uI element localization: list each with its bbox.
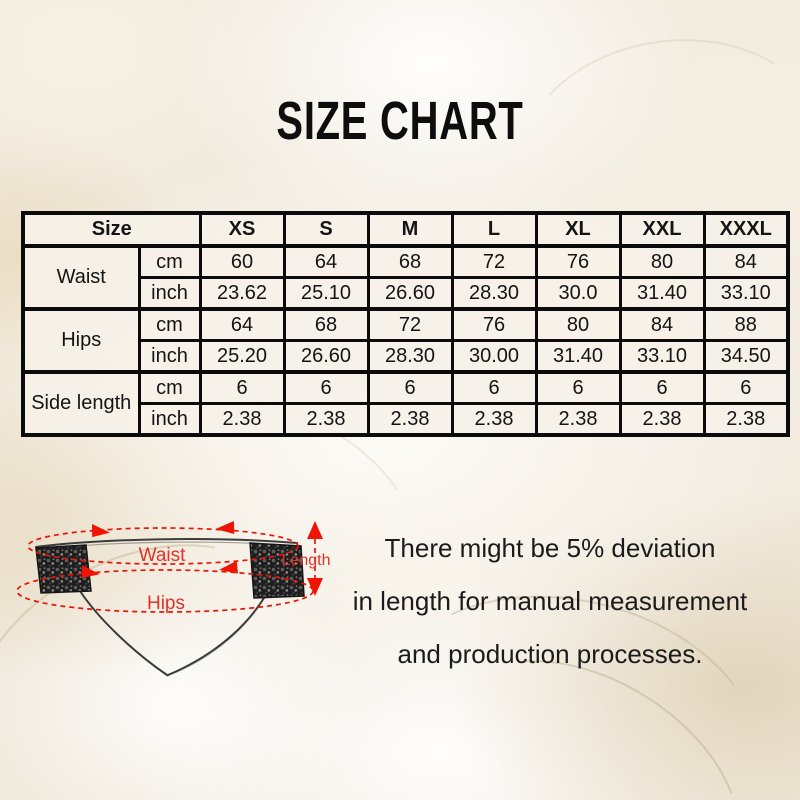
- value-cell: 80: [620, 246, 704, 278]
- size-header-cell: Size: [23, 213, 200, 246]
- value-cell: 72: [368, 309, 452, 341]
- value-cell: 2.38: [200, 404, 284, 436]
- size-col-header: L: [452, 213, 536, 246]
- unit-cell: cm: [139, 309, 200, 341]
- waist-guide-label: Waist: [138, 545, 186, 566]
- value-cell: 68: [284, 309, 368, 341]
- value-cell: 84: [620, 309, 704, 341]
- value-cell: 64: [200, 309, 284, 341]
- value-cell: 31.40: [536, 341, 620, 373]
- size-col-header: XL: [536, 213, 620, 246]
- value-cell: 6: [200, 372, 284, 404]
- value-cell: 26.60: [284, 341, 368, 373]
- value-cell: 34.50: [704, 341, 788, 373]
- size-col-header: S: [284, 213, 368, 246]
- value-cell: 6: [284, 372, 368, 404]
- size-col-header: XS: [200, 213, 284, 246]
- unit-cell: inch: [139, 278, 200, 310]
- hips-guide-label: Hips: [146, 593, 186, 614]
- value-cell: 2.38: [620, 404, 704, 436]
- measure-label-side-length: Side length: [23, 372, 139, 435]
- value-cell: 26.60: [368, 278, 452, 310]
- deviation-note: [322, 522, 778, 681]
- value-cell: 2.38: [536, 404, 620, 436]
- size-chart-table: [21, 211, 790, 437]
- measure-label-hips: Hips: [23, 309, 139, 372]
- value-cell: 2.38: [368, 404, 452, 436]
- value-cell: 33.10: [704, 278, 788, 310]
- value-cell: 6: [536, 372, 620, 404]
- note-line: and production processes.: [397, 639, 703, 669]
- note-line: in length for manual measurement: [352, 586, 748, 616]
- value-cell: 6: [704, 372, 788, 404]
- value-cell: 72: [452, 246, 536, 278]
- value-cell: 84: [704, 246, 788, 278]
- value-cell: 28.30: [452, 278, 536, 310]
- value-cell: 68: [368, 246, 452, 278]
- waist-cm-row: [23, 246, 788, 278]
- unit-cell: cm: [139, 246, 200, 278]
- value-cell: 2.38: [452, 404, 536, 436]
- value-cell: 60: [200, 246, 284, 278]
- value-cell: 25.20: [200, 341, 284, 373]
- size-col-header: XXL: [620, 213, 704, 246]
- value-cell: 6: [368, 372, 452, 404]
- length-guide-label: Length: [281, 552, 331, 569]
- value-cell: 25.10: [284, 278, 368, 310]
- value-cell: 30.00: [452, 341, 536, 373]
- unit-cell: inch: [139, 341, 200, 373]
- value-cell: 30.0: [536, 278, 620, 310]
- unit-cell: cm: [139, 372, 200, 404]
- value-cell: 88: [704, 309, 788, 341]
- value-cell: 80: [536, 309, 620, 341]
- value-cell: 6: [452, 372, 536, 404]
- value-cell: 76: [536, 246, 620, 278]
- value-cell: 76: [452, 309, 536, 341]
- unit-cell: inch: [139, 404, 200, 436]
- size-col-header: XXXL: [704, 213, 788, 246]
- value-cell: 64: [284, 246, 368, 278]
- header-row: [23, 213, 788, 246]
- measure-label-waist: Waist: [23, 246, 139, 309]
- value-cell: 23.62: [200, 278, 284, 310]
- side-length-cm-row: [23, 372, 788, 404]
- value-cell: 2.38: [284, 404, 368, 436]
- page-title-text: SIZE CHART: [276, 91, 524, 151]
- page-title: [0, 91, 800, 151]
- hips-cm-row: [23, 309, 788, 341]
- note-line: There might be 5% deviation: [384, 533, 716, 563]
- size-col-header: M: [368, 213, 452, 246]
- value-cell: 6: [620, 372, 704, 404]
- value-cell: 33.10: [620, 341, 704, 373]
- panty-measurement-diagram: [10, 513, 350, 708]
- value-cell: 31.40: [620, 278, 704, 310]
- value-cell: 2.38: [704, 404, 788, 436]
- value-cell: 28.30: [368, 341, 452, 373]
- waist-arrowheads: [90, 521, 235, 540]
